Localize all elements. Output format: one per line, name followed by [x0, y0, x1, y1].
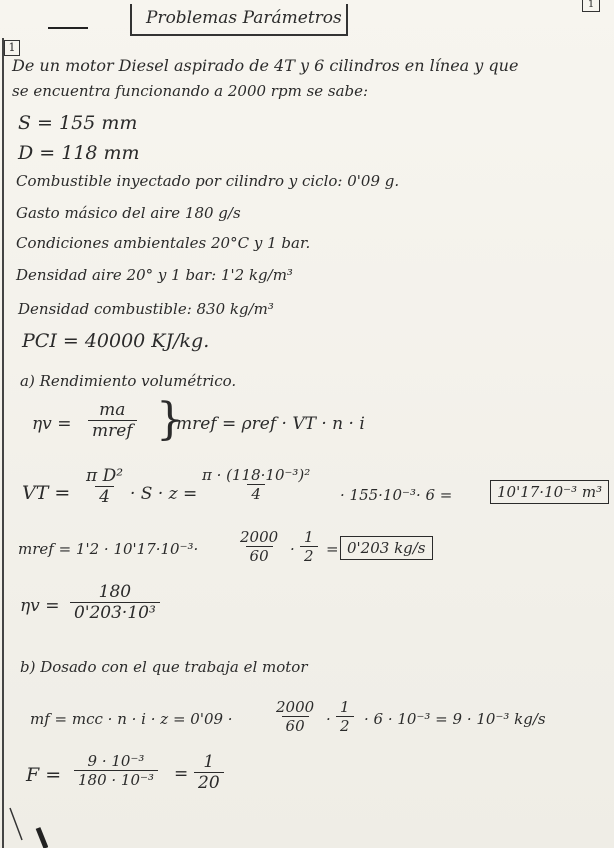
f-result-numerator: 1: [203, 752, 215, 772]
mf-frac2-numerator: 1: [340, 698, 350, 716]
mref-lhs: mref = 1'2 · 10'17·10⁻³·: [18, 540, 199, 558]
margin-line: [2, 38, 4, 848]
pen-stroke-mark: [8, 800, 48, 848]
pci-line: PCI = 40000 KJ/kg.: [22, 330, 210, 352]
eta2-denominator: 0'203·10³: [70, 602, 160, 623]
header-dash: [48, 27, 88, 29]
mf-fraction-2: [336, 698, 354, 735]
eta-fraction: [88, 400, 137, 441]
mref-frac2-denominator: 2: [300, 546, 318, 565]
intro-line-2: se encuentra funcionando a 2000 rpm se sabe:: [12, 82, 369, 100]
eta-lhs: ηv =: [32, 414, 72, 434]
fuel-density-line: Densidad combustible: 830 kg/m³: [18, 300, 274, 318]
f-equals: =: [174, 764, 189, 784]
mref-frac1-numerator: 2000: [240, 528, 279, 546]
mref-frac1-denominator: 60: [246, 546, 273, 565]
part-b-heading: b) Dosado con el que trabaja el motor: [20, 658, 308, 676]
vt-fraction-2: [198, 466, 314, 503]
eta2-numerator: 180: [98, 582, 132, 602]
intro-line-1: De un motor Diesel aspirado de 4T y 6 cilindros en línea y que: [12, 56, 519, 75]
vt-tail: · 155·10⁻³· 6 =: [340, 486, 453, 504]
mref-dot: ·: [290, 540, 295, 558]
eta-numerator: ma: [99, 400, 126, 420]
bore-line: D = 118 mm: [18, 142, 140, 164]
mf-dot: ·: [326, 710, 331, 728]
eta2-lhs: ηv =: [20, 596, 60, 616]
f-fraction: [74, 752, 158, 789]
vt-frac2-numerator: π · (118·10⁻³)²: [202, 466, 311, 484]
title-box: [130, 4, 348, 36]
vt-frac1-numerator: π D²: [86, 466, 124, 486]
mf-frac1-numerator: 2000: [276, 698, 315, 716]
eta2-fraction: [70, 582, 160, 623]
page-number: 1: [582, 0, 600, 12]
f-result-denominator: 20: [194, 772, 224, 793]
vt-result-box: 10'17·10⁻³ m³: [490, 480, 609, 504]
vt-frac1-denominator: 4: [95, 486, 114, 507]
air-flow-line: Gasto másico del aire 180 g/s: [16, 204, 241, 222]
f-numerator: 9 · 10⁻³: [87, 752, 145, 770]
conditions-line: Condiciones ambientales 20°C y 1 bar.: [16, 234, 311, 252]
page-title: Problemas Parámetros: [146, 8, 342, 28]
mf-frac1-denominator: 60: [282, 716, 309, 735]
mf-frac2-denominator: 2: [336, 716, 354, 735]
f-result-fraction: [194, 752, 224, 793]
vt-fraction-1: [82, 466, 127, 507]
part-a-heading: a) Rendimiento volumétrico.: [20, 372, 237, 390]
mref-result-box: 0'203 kg/s: [340, 536, 433, 560]
eta-denominator: mref: [88, 420, 137, 441]
mref-frac2-numerator: 1: [304, 528, 314, 546]
brace-symbol: }: [156, 394, 184, 445]
vt-middle: · S · z =: [130, 484, 198, 504]
mref-fraction-2: [300, 528, 318, 565]
mf-fraction-1: [272, 698, 318, 735]
vt-frac2-denominator: 4: [247, 484, 265, 503]
f-lhs: F =: [26, 764, 62, 786]
air-density-line: Densidad aire 20° y 1 bar: 1'2 kg/m³: [16, 266, 293, 284]
mref-fraction-1: [236, 528, 282, 565]
f-denominator: 180 · 10⁻³: [74, 770, 158, 789]
problem-number: 1: [4, 40, 20, 56]
mref-equals: =: [326, 540, 339, 558]
fuel-injected-line: Combustible inyectado por cilindro y ciclo: 0'09 g.: [16, 172, 400, 190]
vt-lhs: VT =: [22, 482, 71, 504]
stroke-line: S = 155 mm: [18, 112, 138, 134]
mf-tail: · 6 · 10⁻³ = 9 · 10⁻³ kg/s: [364, 710, 546, 728]
mf-lhs: mf = mcc · n · i · z = 0'09 ·: [30, 710, 233, 728]
mref-definition: mref = ρref · VT · n · i: [176, 414, 365, 434]
